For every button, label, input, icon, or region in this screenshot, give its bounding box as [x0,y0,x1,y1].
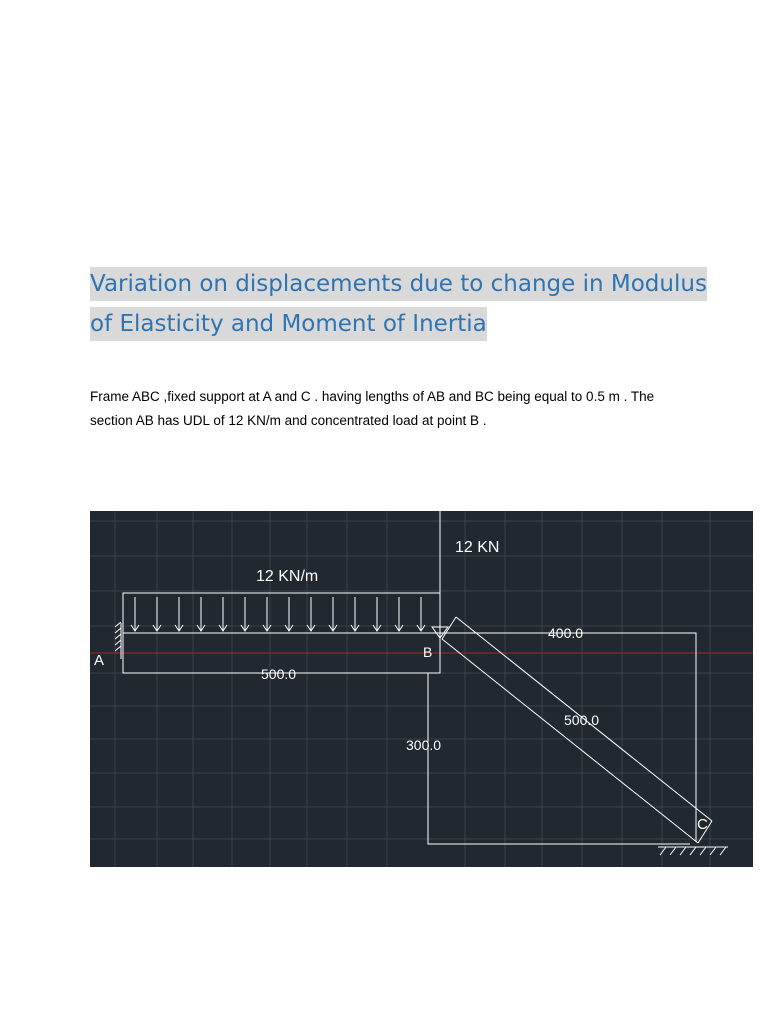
heading-text: Variation on displacements due to change in Modulus of Elasticity and Moment of Inertia [90,267,707,341]
frame-diagram-svg [90,511,753,867]
udl-box [123,593,440,633]
node-b-label: B [423,644,433,660]
frame-diagram [90,511,753,867]
node-a-label: A [94,652,105,669]
dimension-ab-label: 500.0 [261,666,297,682]
problem-statement: Frame ABC ,fixed support at A and C . having lengths of AB and BC being equal to 0.5 m . The section AB has UDL of 12 KN/m and concentrated load at point B . [90,389,655,428]
fixed-support-c [658,847,728,855]
horizontal-dimension-line [440,633,696,841]
member-bc [442,617,712,843]
cad-grid [90,511,753,867]
dimension-bc-label: 500.0 [564,712,600,728]
udl-label: 12 KN/m [256,568,319,585]
point-load-label: 12 KN [455,539,500,556]
dimension-vertical-label: 300.0 [406,737,442,753]
dimension-horizontal-label: 400.0 [548,625,584,641]
page-heading [90,264,710,344]
node-c-label: C [697,816,708,833]
